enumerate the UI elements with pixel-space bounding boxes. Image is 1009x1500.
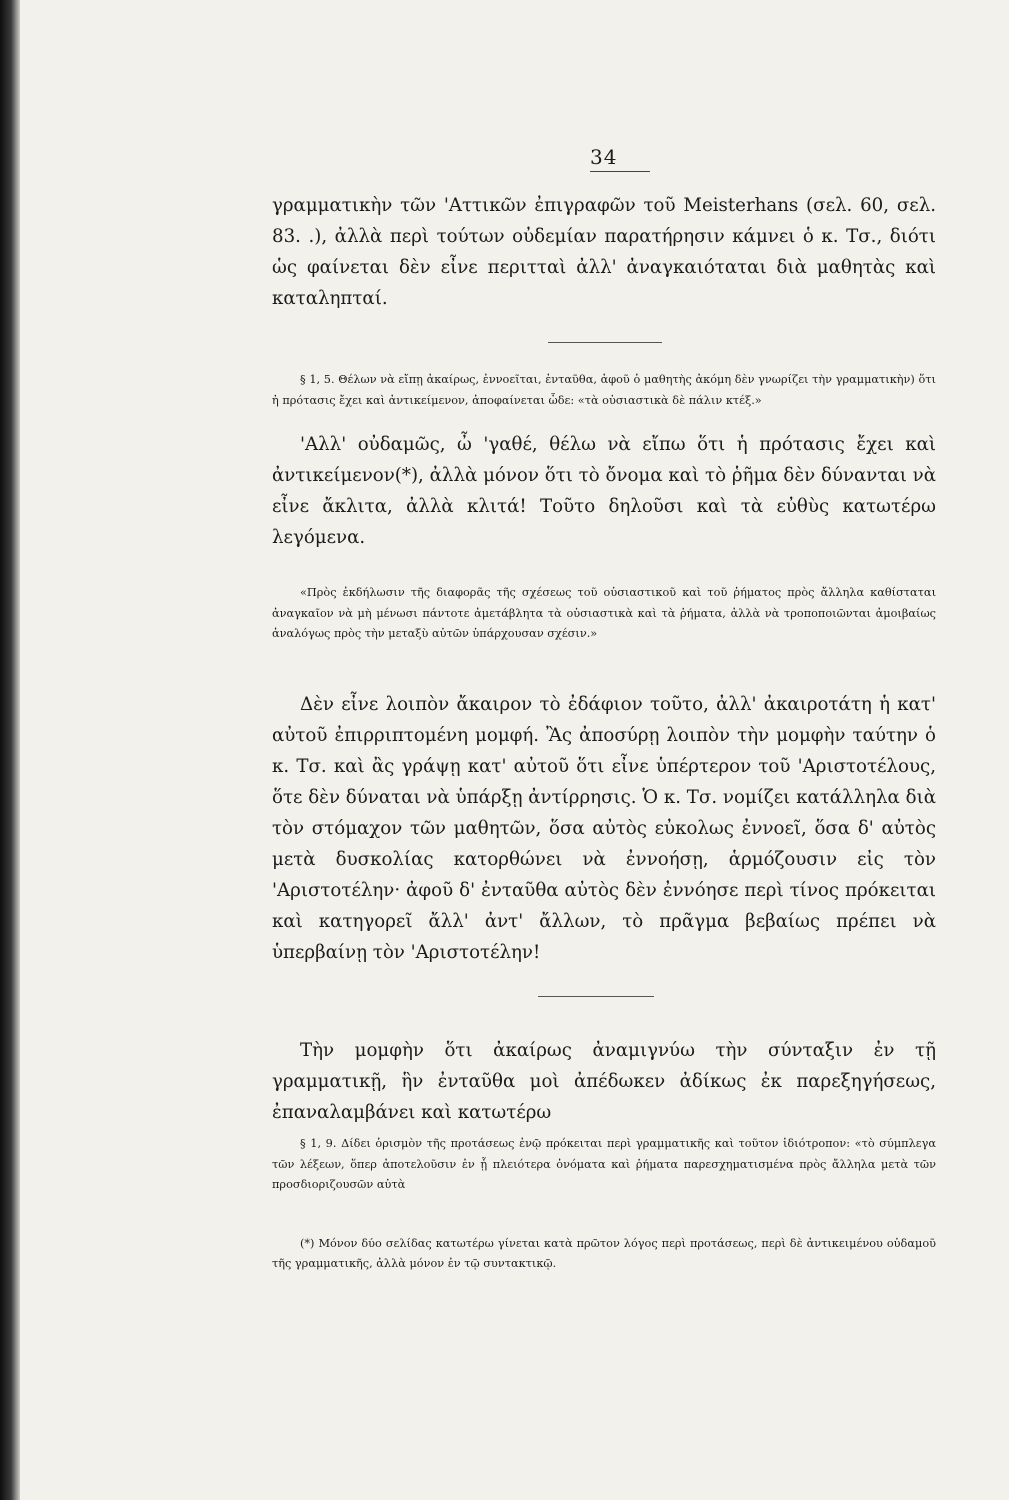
section-1-9-comment — [272, 1134, 936, 1196]
section-divider — [538, 996, 654, 997]
section-1-9-text: § 1, 9. Δίδει ὁρισμὸν τῆς προτάσεως ἐνῷ πρόκειται περὶ γραμματικῆς καὶ τοῦτον ἰδιότροπον: «τὸ σύμπλεγα τῶν λέξεων, ὅπερ ἀποτελοῦσιν ἐν ᾗ πλειότερα ὀνόματα καὶ ῥήματα παρεσχηματισμένα πρὸς ἄλληλα μετὰ τῶν προσδιοριζουσῶν αὐτὰ — [272, 1137, 936, 1191]
quoted-passage-text: «Πρὸς ἐκδήλωσιν τῆς διαφορᾶς τῆς σχέσεως τοῦ οὐσιαστικοῦ καὶ τοῦ ῥήματος πρὸς ἄλληλα καθίσταται ἀναγκαῖον νὰ μὴ μένωσι πάντοτε ἀμετάβλητα τὰ οὐσιαστικὰ καὶ τὰ ῥήματα, ἀλλὰ νὰ τροποποιῶνται ἀμοιβαίως ἀναλόγως πρὸς τὴν μεταξὺ αὐτῶν ὑπάρχουσαν σχέσιν.» — [272, 586, 936, 640]
paragraph-reply — [272, 429, 936, 553]
quoted-passage — [272, 583, 936, 645]
footnote-text: (*) Μόνον δύο σελίδας κατωτέρω γίνεται κατὰ πρῶτον λόγος περὶ προτάσεως, περὶ δὲ ἀντικειμένου οὐδαμοῦ τῆς γραμματικῆς, ἀλλὰ μόνον ἐν τῷ συντακτικῷ. — [272, 1237, 936, 1270]
section-1-5-comment — [272, 370, 936, 411]
paragraph-intro: γραμματικὴν τῶν 'Αττικῶν ἐπιγραφῶν τοῦ Meisterhans (σελ. 60, σελ. 83. .), ἀλλὰ περὶ τούτων οὐδεμίαν παρατήρησιν κάμνει ὁ κ. Τσ., διότι ὡς φαίνεται δὲν εἶνε περιτταὶ ἀλλ' ἀναγκαιόταται διὰ μαθητὰς καὶ καταληπταί. — [272, 195, 936, 309]
paragraph-syntax-charge — [272, 1035, 936, 1128]
page-number: 34 — [590, 145, 650, 172]
paragraph-reply-text: 'Αλλ' οὐδαμῶς, ὦ 'γαθέ, θέλω νὰ εἴπω ὅτι ἡ πρότασις ἔχει καὶ ἀντικείμενον(*), ἀλλὰ μόνον ὅτι τὸ ὄνομα καὶ τὸ ῥῆμα δὲν δύνανται νὰ εἶνε ἄκλιτα, ἀλλὰ κλιτά! Τοῦτο δηλοῦσι καὶ τὰ εὐθὺς κατωτέρω λεγόμενα. — [272, 434, 936, 548]
section-1-5-text: § 1, 5. Θέλων νὰ εἴπῃ ἀκαίρως, ἐννοεῖται, ἐνταῦθα, ἀφοῦ ὁ μαθητὴς ἀκόμη δὲν γνωρίζει τὴν γραμματικὴν) ὅτι ἡ πρότασις ἔχει καὶ ἀντικείμενον, ἀποφαίνεται ὧδε: «τὰ οὐσιαστικὰ δὲ πάλιν κτέξ.» — [272, 373, 936, 407]
book-spine-shadow — [0, 0, 20, 1500]
paragraph-argument — [272, 689, 936, 968]
paragraph-syntax-charge-text: Τὴν μομφὴν ὅτι ἀκαίρως ἀναμιγνύω τὴν σύνταξιν ἐν τῇ γραμματικῇ, ἣν ἐνταῦθα μοὶ ἀπέδωκεν ἀδίκως ἐκ παρεξηγήσεως, ἐπαναλαμβάνει καὶ κατωτέρω — [272, 1040, 936, 1123]
footnote — [272, 1234, 936, 1274]
section-divider — [548, 342, 662, 343]
paragraph-argument-text: Δὲν εἶνε λοιπὸν ἄκαιρον τὸ ἐδάφιον τοῦτο, ἀλλ' ἀκαιροτάτη ἡ κατ' αὐτοῦ ἐπιρριπτομένη μομφή. Ἂς ἀποσύρῃ λοιπὸν τὴν μομφὴν ταύτην ὁ κ. Τσ. καὶ ἂς γράψῃ κατ' αὐτοῦ ὅτι εἶνε ὑπέρτερον τοῦ 'Αριστοτέλους, ὅτε δὲν δύναται νὰ ὑπάρξῃ ἀντίρρησις. Ὁ κ. Τσ. νομίζει κατάλληλα διὰ τὸν στόμαχον τῶν μαθητῶν, ὅσα αὐτὸς εὐκολως ἐννοεῖ, ὅσα δ' αὐτὸς μετὰ δυσκολίας κατορθώνει νὰ ἐννοήσῃ, ἁρμόζουσιν εἰς τὸν 'Αριστοτέλην· ἀφοῦ δ' ἐνταῦθα αὐτὸς δὲν ἐννόησε περὶ τίνος πρόκειται καὶ κατηγορεῖ ἄλλ' ἀντ' ἄλλων, τὸ πρᾶγμα βεβαίως πρέπει νὰ ὑπερβαίνῃ τὸν 'Αριστοτέλην! — [272, 694, 936, 963]
